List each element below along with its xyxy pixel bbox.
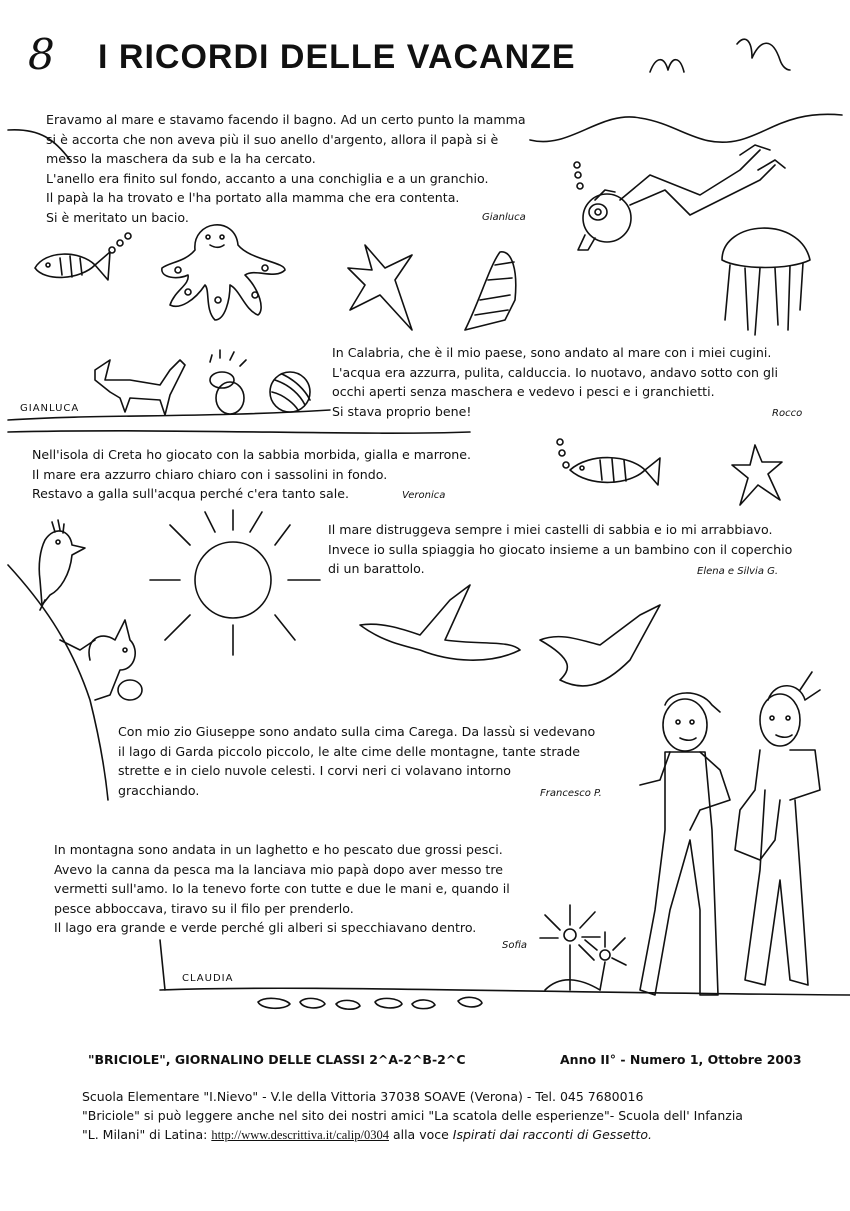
story-line: In Calabria, che è il mio paese, sono andato al mare con i miei cugini. xyxy=(332,345,772,360)
story-signature: Veronica xyxy=(402,490,446,501)
story-signature: Francesco P. xyxy=(540,788,602,799)
drawing-label: GIANLUCA xyxy=(20,403,80,414)
story-signature: Gianluca xyxy=(482,212,526,223)
website-line-end: Ispirati dai racconti di Gessetto. xyxy=(452,1127,652,1142)
diver-drawing xyxy=(574,145,785,250)
page-number: 8 xyxy=(28,30,55,79)
story-line: di un barattolo. xyxy=(328,561,425,576)
story-francesco xyxy=(118,722,595,800)
school-address: Scuola Elementare "I.Nievo" - V.le della Vittoria 37038 SOAVE (Verona) - Tel. 045 7680016 xyxy=(82,1089,644,1104)
issue-info: Anno II° - Numero 1, Ottobre 2003 xyxy=(560,1052,802,1067)
story-rocco xyxy=(332,343,778,421)
story-signature: Elena e Silvia G. xyxy=(697,566,779,577)
website-line-2 xyxy=(82,1125,743,1145)
drawing-label: CLAUDIA xyxy=(182,973,234,984)
website-line-middle: alla voce xyxy=(392,1127,449,1142)
sun-drawing xyxy=(150,510,320,655)
ground-line xyxy=(160,988,850,995)
story-signature: Rocco xyxy=(772,408,803,419)
dog-drawing xyxy=(95,360,185,415)
ground-line xyxy=(160,940,165,990)
story-line: Il mare era azzurro chiaro chiaro con i sassolini in fondo. xyxy=(32,466,388,482)
story-line: vermetti sull'amo. Io la tenevo forte con tutte e due le mani e, quando il xyxy=(54,881,510,896)
ball-drawing xyxy=(270,372,310,412)
bird-drawing xyxy=(540,605,660,686)
story-line: pesce abboccava, tiravo su il filo per prenderlo. xyxy=(54,900,354,916)
story-line: Nell'isola di Creta ho giocato con la sabbia morbida, gialla e marrone. xyxy=(32,447,472,462)
website-line: "Briciole" si può leggere anche nel sito dei nostri amici "La scatola delle esperienze"- Scuola dell' Infanzia xyxy=(82,1108,743,1123)
story-line: occhi aperti senza maschera e vedevo i pesci e i granchietti. xyxy=(332,384,715,399)
story-line: Il papà la ha trovato e l'ha portato alla mamma che era contenta. xyxy=(46,190,460,205)
bird-drawing xyxy=(360,585,520,660)
story-line: Eravamo al mare e stavamo facendo il bagno. Ad un certo punto la mamma xyxy=(46,112,526,127)
story-line: gracchiando. xyxy=(118,782,200,798)
starfish-drawing xyxy=(732,445,782,505)
stones-drawing xyxy=(258,997,482,1009)
octopus-drawing xyxy=(162,225,285,320)
story-line: Si è meritato un bacio. xyxy=(46,209,189,225)
website-line-prefix: "L. Milani" di Latina: xyxy=(82,1127,208,1142)
bird-icon xyxy=(737,39,790,70)
fish-drawing xyxy=(557,439,660,485)
story-line: Il lago era grande e verde perché gli alberi si specchiavano dentro. xyxy=(54,920,477,935)
story-line: il lago di Garda piccolo piccolo, le alte cime delle montagne, tante strade xyxy=(118,743,580,759)
story-line: L'acqua era azzurra, pulita, calduccia. Io nuotavo, andavo sotto con gli xyxy=(332,364,779,380)
website-link[interactable]: http://www.descrittiva.it/calip/0304 xyxy=(211,1128,389,1142)
starfish-drawing xyxy=(348,245,412,330)
shell-drawing xyxy=(465,252,516,330)
story-line: Con mio zio Giuseppe sono andato sulla cima Carega. Da lassù si vedevano xyxy=(118,724,596,739)
story-line: strette e in cielo nuvole celesti. I corvi neri ci volavano intorno xyxy=(118,763,512,778)
story-line: Restavo a galla sull'acqua perché c'era tanto sale. xyxy=(32,486,349,501)
bird-icon xyxy=(650,60,684,72)
story-line: L'anello era finito sul fondo, accanto a una conchiglia e a un granchio. xyxy=(46,170,489,186)
footer-info xyxy=(82,1087,743,1145)
jellyfish-drawing xyxy=(722,228,810,335)
page-title: I RICORDI DELLE VACANZE xyxy=(98,38,576,76)
story-line: si è accorta che non aveva più il suo anello d'argento, allora il papà si è xyxy=(46,131,499,147)
story-sofia xyxy=(54,840,510,938)
story-line: Il mare distruggeva sempre i miei castelli di sabbia e io mi arrabbiavo. xyxy=(328,522,773,537)
journal-name: "BRICIOLE", GIORNALINO DELLE CLASSI 2^A-2^B-2^C xyxy=(88,1052,466,1067)
story-gianluca xyxy=(46,110,526,227)
story-line: Avevo la canna da pesca ma la lanciava mio papà dopo aver messo tre xyxy=(54,861,504,877)
ring-drawing xyxy=(210,350,246,414)
story-line: messo la maschera da sub e la ha cercato. xyxy=(46,151,316,166)
story-line: In montagna sono andata in un laghetto e ho pescato due grossi pesci. xyxy=(54,842,503,857)
flowers-drawing xyxy=(540,905,626,990)
story-line: Si stava proprio bene! xyxy=(332,403,472,419)
boys-drawing xyxy=(640,672,820,995)
story-line: Invece io sulla spiaggia ho giocato insieme a un bambino con il coperchio xyxy=(328,541,793,557)
fish-drawing xyxy=(35,233,131,280)
story-signature: Sofia xyxy=(502,940,528,951)
